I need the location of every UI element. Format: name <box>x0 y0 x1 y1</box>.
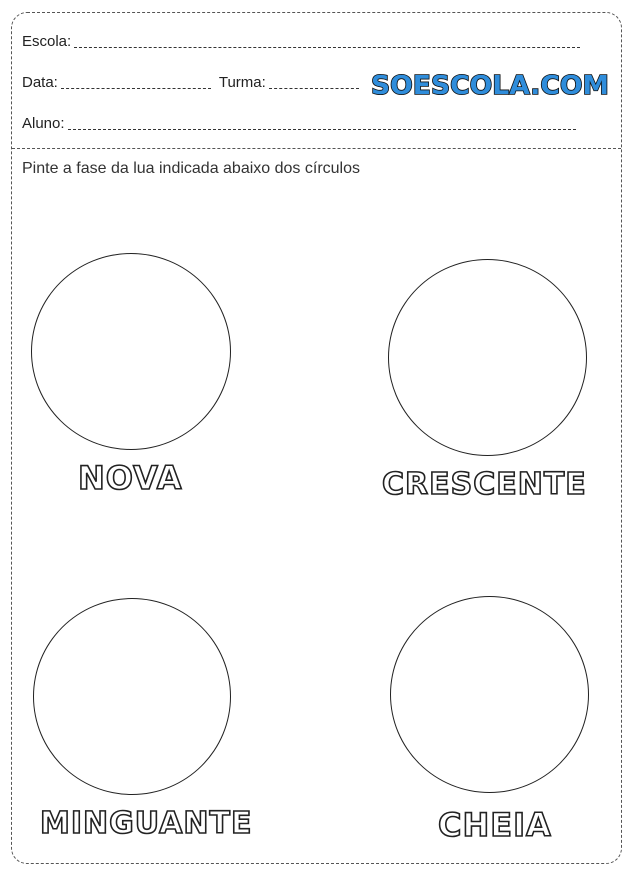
aluno-field[interactable] <box>68 114 576 130</box>
aluno-row <box>22 114 576 133</box>
phase-label-cheia: CHEIA <box>438 806 552 844</box>
phase-label-crescente: CRESCENTE <box>382 467 587 502</box>
turma-field[interactable] <box>269 73 359 89</box>
moon-circle-cheia[interactable] <box>390 596 589 793</box>
header-divider <box>12 148 621 149</box>
instruction-text: Pinte a fase da lua indicada abaixo dos círculos <box>22 160 360 177</box>
escola-field[interactable] <box>74 32 580 48</box>
aluno-label: Aluno: <box>22 115 65 132</box>
data-label: Data: <box>22 74 58 91</box>
data-field[interactable] <box>61 73 211 89</box>
logo-text: SOESCOLA.COM <box>371 71 609 101</box>
soescola-logo <box>369 66 611 102</box>
phase-label-nova: NOVA <box>78 459 183 497</box>
data-turma-row <box>22 73 359 92</box>
moon-circle-minguante[interactable] <box>33 598 231 795</box>
moon-circle-nova[interactable] <box>31 253 231 450</box>
phase-label-minguante: MINGUANTE <box>40 806 253 841</box>
escola-label: Escola: <box>22 33 72 50</box>
moon-circle-crescente[interactable] <box>388 259 587 456</box>
turma-label: Turma: <box>218 74 266 91</box>
escola-row <box>22 32 580 51</box>
